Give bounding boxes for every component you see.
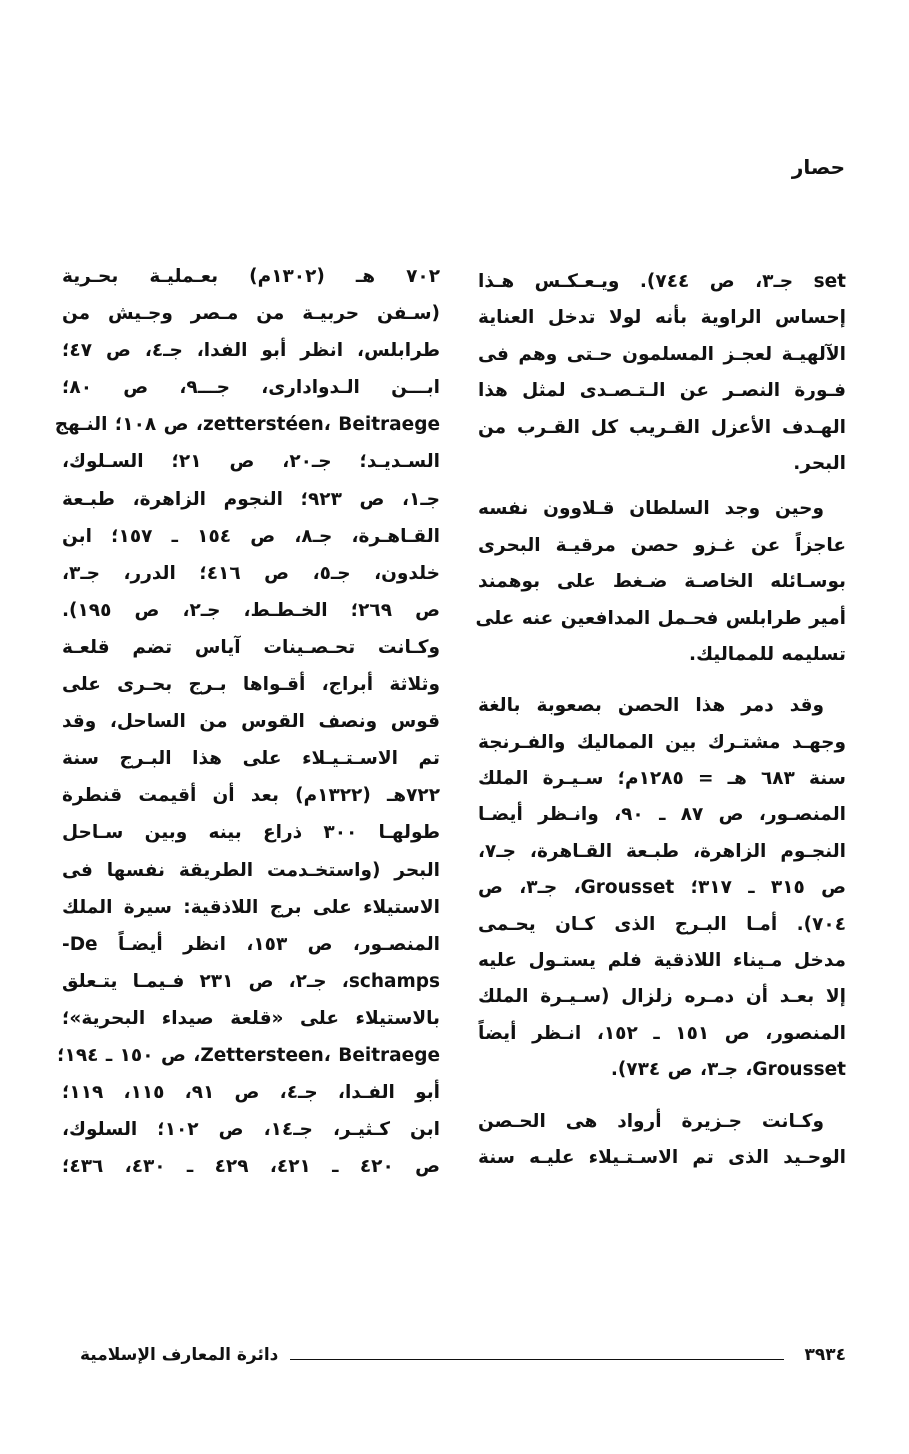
text-line: تسليمه للمماليك.: [689, 643, 846, 665]
text-line: طرابلس، انظر أبو الفدا، جـ٤، ص ٤٧؛: [62, 340, 441, 362]
text-line: وثلاثة أبراج، أقـواها بـرج بحـرى على: [62, 674, 440, 696]
text-line: عاجزاً عن غـزو حصن مرقيـة البحرى: [478, 534, 846, 556]
text-line: بالاستيلاء على «قلعة صيداء البحرية»؛: [62, 1007, 440, 1029]
text-line: البحر (واستخـدمت الطريقة نفسها فى: [62, 859, 440, 881]
text-line: إحساس الراوية بأنه لولا تدخل العناية: [478, 307, 846, 329]
page-number: ٣٩٣٤: [804, 1345, 846, 1365]
text-line: Grousset، جـ٣، ص ٧٣٤).: [610, 1059, 846, 1081]
text-line: أبو الفـدا، جـ٤، ص ٩١، ١١٥، ١١٩؛: [62, 1082, 441, 1104]
right-column: [475, 264, 847, 1176]
text-line: مدخل مـيناء اللاذقية فلم يستـول عليه: [478, 950, 846, 972]
text-line: ٧٠٤). أمـا البـرج الذى كـان يحـمى: [478, 913, 846, 935]
page-footer: [62, 1345, 846, 1375]
text-line: zetterstéen، Beitraege، ص ١٠٨؛ النـهج: [54, 414, 440, 436]
text-line: وقد دمر هذا الحصن بصعوبة بالغة: [478, 695, 824, 717]
text-line: تم الاسـتـيـلاء على هذا البـرج سنة: [62, 748, 440, 770]
text-line: أمير طرابلس فحـمل المدافعين عنه على: [475, 607, 846, 629]
text-line: الوحـيد الذى تم الاسـتـيلاء عليـه سنة: [478, 1146, 846, 1168]
text-line: وكـانت تحـصـينات آياس تضم قلعـة: [62, 636, 440, 658]
text-line: النجـوم الزاهرة، طبـعة القـاهرة، جـ٧،: [478, 840, 846, 862]
text-line: فـورة النصـر عن الـتـصـدى لمثل هذا: [478, 380, 846, 402]
text-line: القـاهـرة، جـ٨، ص ١٥٤ ـ ١٥٧؛ ابن: [62, 525, 440, 547]
text-line: (سـفن حربيـة من مـصر وجـيش من: [62, 303, 440, 325]
text-line: ٧٠٢ هـ (١٣٠٢م) بعـمليـة بحـرية: [62, 266, 440, 287]
text-line: الهـدف الأعزل القـريب كل القـرب من: [478, 416, 846, 438]
text-line: الآلهيـة لعجـز المسلمون حـتى وهم فى: [478, 343, 846, 365]
text-line: المنصور، ص ١٥١ ـ ١٥٢، انـظر أيضاً: [478, 1022, 847, 1044]
text-line: Zettersteen، Beitraege، ص ١٥٠ ـ ١٩٤؛: [57, 1044, 440, 1066]
text-line: سنة ٦٨٣ هـ = ١٢٨٥م؛ سـيـرة الملك: [478, 768, 846, 790]
text-line: بوسـائله الخاصـة ضـغط على بوهمند: [478, 571, 846, 593]
text-line: المنصـور، ص ٨٧ ـ ٩٠، وانـظر أيضـا: [478, 804, 846, 826]
text-line: البحر.: [793, 452, 846, 474]
text-line: ص ٤٢٠ ـ ٤٢١، ٤٢٩ ـ ٤٣٠، ٤٣٦؛: [62, 1156, 441, 1178]
text-line: ص ٢٦٩؛ الخـطـط، جـ٢، ص ١٩٥).: [62, 599, 440, 621]
text-line: وكـانت جـزيرة أرواد هى الحـصن: [478, 1110, 824, 1132]
publication-title: دائرة المعارف الإسلامية: [80, 1345, 279, 1365]
running-header: حصار: [791, 155, 845, 179]
text-line: ابـــن الـدواداری، جـــ٩، ص ٨٠؛: [62, 377, 441, 399]
text-line: إلا بعـد أن دمـره زلزال (سـيـرة الملك: [478, 986, 846, 1008]
text-line: set جـ٣، ص ٧٤٤). ويـعـكـس هـذا: [478, 271, 847, 292]
text-line: السـديـد؛ جـ٢٠، ص ٢١؛ السـلوك،: [62, 451, 440, 473]
text-line: ابن كـثيـر، جـ١٤، ص ١٠٢؛ السلوك،: [62, 1119, 440, 1141]
footer-rule: [290, 1359, 784, 1360]
left-column: [54, 258, 441, 1185]
text-line: ٧٢٢هـ (١٣٢٢م) بعد أن أقيمت قنطرة: [62, 785, 441, 807]
text-line: طولهـا ٣٠٠ ذراع بينه وبين سـاحل: [62, 822, 440, 844]
text-line: ص ٣١٥ ـ ٣١٧؛ Grousset، جـ٣، ص: [478, 877, 847, 899]
text-line: schamps، جـ٢، ص ٢٣١ فـيمـا يتـعلق: [62, 970, 441, 992]
text-line: المنصـور، ص ١٥٣، انظر أيضـاً De-: [62, 933, 440, 955]
text-line: وجهـد مشتـرك بين المماليك والفـرنجة: [478, 731, 846, 753]
text-line: الاستيلاء على برج اللاذقية: سيرة الملك: [62, 896, 440, 918]
text-line: جـ١، ص ٩٢٣؛ النجوم الزاهرة، طبـعة: [62, 488, 440, 510]
text-line: خلدون، جـ٥، ص ٤١٦؛ الدرر، جـ٣،: [62, 562, 440, 584]
text-line: قوس ونصف القوس من الساحل، وقد: [62, 711, 440, 733]
text-line: وحين وجد السلطان قـلاوون نفسه: [478, 498, 824, 520]
